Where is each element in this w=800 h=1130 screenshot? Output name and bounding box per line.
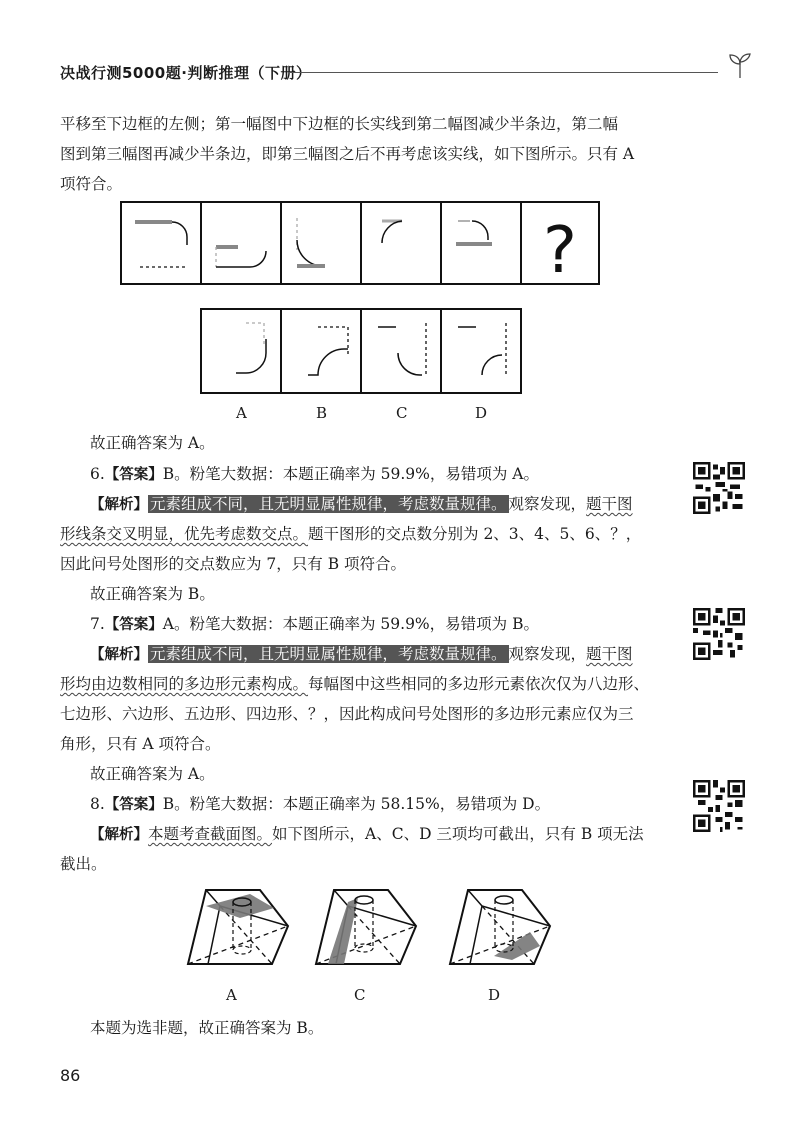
sequence-cell-2 [216,247,266,267]
frustum-a [188,890,288,964]
question-mark: ? [543,214,577,288]
running-header: 决战行测5000题·判断推理（下册） [60,64,312,82]
qr-code-icon [693,608,745,660]
analysis-tag: 【解析】 [90,497,148,513]
answer-tag: 【答案】 [104,797,163,813]
text-line: 形均由边数相同的多边形元素构成。每幅图中这些相同的多边形元素依次仅为八边形、 [60,675,650,693]
qr-code-icon [693,462,745,514]
answer-tag: 【答案】 [104,617,163,633]
answer-line: 故正确答案为 A。 [90,434,215,452]
sequence-cell-1 [135,222,187,267]
option-a-figure [236,323,266,373]
q8-answer-line: 8.【答案】B。粉笔大数据：本题正确率为 58.15%，易错项为 D。 [90,795,551,813]
q7-answer-line: 7.【答案】A。粉笔大数据：本题正确率为 59.9%，易错项为 B。 [90,615,539,633]
highlight-text: 元素组成不同，且无明显属性规律，考虑数量规律。 [150,495,507,513]
cross-section-figure [180,876,560,986]
q8-analysis-line: 【解析】本题考查截面图。如下图所示，A、C、D 三项均可截出，只有 B 项无法 [90,825,644,843]
text-line: 七边形、六边形、五边形、四边形、？，因此构成问号处图形的多边形元素应仅为三 [60,705,634,723]
option-label: B [316,404,328,422]
option-d-figure [458,323,506,377]
q6-answer-line: 6.【答案】B。粉笔大数据：本题正确率为 59.9%，易错项为 A。 [90,465,539,483]
text-line: 形线条交叉明显，优先考虑数交点。题干图形的交点数分别为 2、3、4、5、6、？， [60,525,642,543]
sequence-cell-4 [382,221,402,243]
analysis-tag: 【解析】 [90,827,148,843]
options-figure [200,307,522,397]
option-c-figure [378,323,426,377]
answer-line: 故正确答案为 A。 [90,765,215,783]
figure-label: D [488,986,501,1004]
option-label: C [396,404,408,422]
figure-label: C [354,986,366,1004]
frustum-c [316,890,416,964]
sequence-cell-3 [297,218,325,266]
text-line: 平移至下边框的左侧；第一幅图中下边框的长实线到第二幅图减少半条边，第二幅 [60,115,619,133]
sprout-icon [722,50,758,80]
highlight-text: 元素组成不同，且无明显属性规律，考虑数量规律。 [150,645,507,663]
sequence-cell-5 [456,221,492,244]
q7-analysis-line: 【解析】 元素组成不同，且无明显属性规律，考虑数量规律。 观察发现，题干图 [90,645,633,663]
text-line: 因此问号处图形的交点数应为 7，只有 B 项符合。 [60,555,407,573]
sequence-figure [120,200,602,290]
analysis-tag: 【解析】 [90,647,148,663]
text-line: 截出。 [60,855,107,873]
frustum-d [450,890,550,964]
option-label: D [475,404,488,422]
option-b-figure [308,327,348,375]
text-line: 图到第三幅图再减少半条边，即第三幅图之后不再考虑该实线，如下图所示。只有 A [60,145,635,163]
qr-code-icon [693,780,745,832]
page-number: 86 [60,1066,81,1085]
option-label: A [236,404,247,422]
q6-analysis-line: 【解析】 元素组成不同，且无明显属性规律，考虑数量规律。 观察发现，题干图 [90,495,633,513]
final-answer-line: 本题为选非题，故正确答案为 B。 [90,1019,324,1037]
text-line: 项符合。 [60,175,123,193]
answer-line: 故正确答案为 B。 [90,585,215,603]
figure-label: A [226,986,237,1004]
text-line: 角形，只有 A 项符合。 [60,735,221,753]
header-rule [288,72,718,73]
answer-tag: 【答案】 [104,467,163,483]
